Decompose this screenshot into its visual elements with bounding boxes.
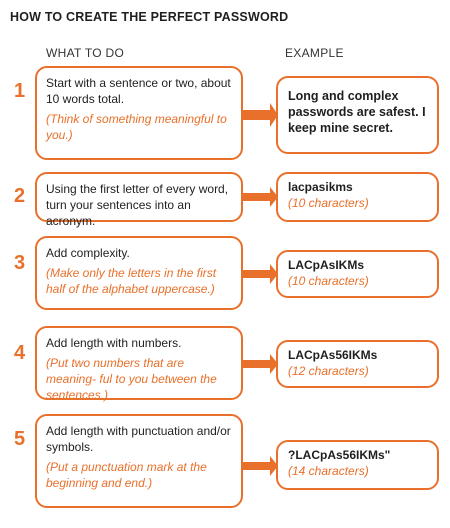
step-number-1: 1 [14,80,26,102]
step-1-note: (Think of something meaningful to you.) [46,112,227,142]
step-number-2: 2 [14,185,26,207]
step-2-instruction: Using the first letter of every word, turn your sentences into an acronym. [46,182,229,228]
step-3-example: LACpAsIKMs [288,258,365,272]
step-3-example-note: (10 characters) [288,274,369,288]
step-4-example-note: (12 characters) [288,364,369,378]
step-5-instruction: Add length with punctuation and/or symbols. [46,424,231,454]
step-1-example: Long and complex passwords are safest. I keep mine secret. [288,89,426,135]
step-number-4: 4 [14,342,26,364]
step-4-note: (Put two numbers that are meaning- ful to you between the sentences.) [46,356,217,402]
step-4-example: LACpAs56IKMs [288,348,378,362]
what-to-do-header: WHAT TO DO [46,46,125,60]
step-5-note: (Put a punctuation mark at the beginning and end.) [46,460,207,490]
step-1-instruction: Start with a sentence or two, about 10 words total. [46,76,231,106]
arrow-icon-1 [243,103,278,127]
step-5-example-note: (14 characters) [288,464,369,478]
step-number-3: 3 [14,252,26,274]
example-header: EXAMPLE [285,46,344,60]
step-2-example: lacpasikms [288,180,353,194]
arrow-icon-2 [243,187,278,207]
step-4-instruction: Add length with numbers. [46,336,182,350]
step-3-instruction: Add complexity. [46,246,130,260]
step-5-example: ?LACpAs56IKMs" [288,448,391,462]
step-2-example-note: (10 characters) [288,196,369,210]
arrow-icon-3 [243,264,278,284]
page-title: HOW TO CREATE THE PERFECT PASSWORD [10,10,289,24]
step-3-note: (Make only the letters in the first half of the alphabet uppercase.) [46,266,217,296]
arrow-icon-4 [243,354,278,374]
step-number-5: 5 [14,428,26,450]
arrow-icon-5 [243,456,278,476]
